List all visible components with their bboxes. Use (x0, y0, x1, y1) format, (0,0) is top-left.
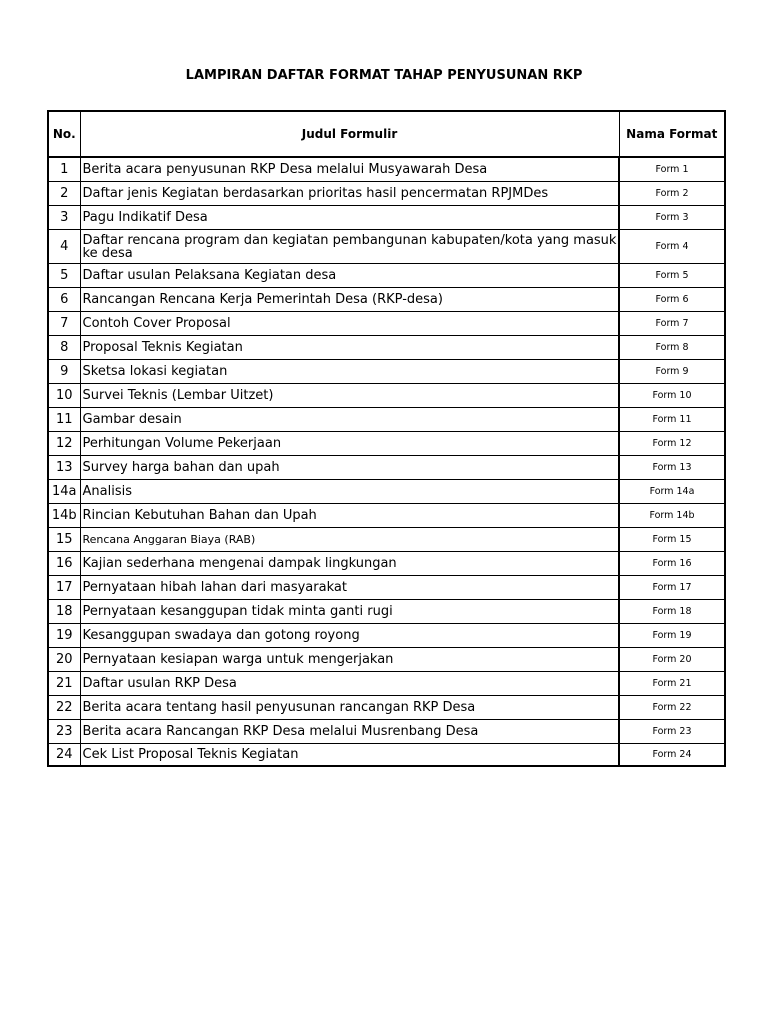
table-row (48, 432, 725, 456)
row-format-name: Form 13 (619, 456, 725, 480)
format-table (47, 110, 726, 767)
row-title: Survey harga bahan dan upah (80, 456, 619, 480)
row-title: Daftar usulan Pelaksana Kegiatan desa (80, 264, 619, 288)
table-row (48, 206, 725, 230)
table-row (48, 744, 725, 767)
row-format-name: Form 3 (619, 206, 725, 230)
row-title: Daftar rencana program dan kegiatan pembangunan kabupaten/kota yang masuk ke desa (80, 230, 619, 264)
row-title: Daftar usulan RKP Desa (80, 672, 619, 696)
row-format-name: Form 12 (619, 432, 725, 456)
row-title: Kajian sederhana mengenai dampak lingkungan (80, 552, 619, 576)
table-row (48, 624, 725, 648)
table-row (48, 336, 725, 360)
header-nama: Nama Format (619, 111, 725, 157)
table-row (48, 360, 725, 384)
row-format-name: Form 11 (619, 408, 725, 432)
header-judul: Judul Formulir (80, 111, 619, 157)
row-format-name: Form 22 (619, 696, 725, 720)
table-row (48, 672, 725, 696)
row-format-name: Form 24 (619, 744, 725, 767)
row-number: 9 (48, 360, 80, 384)
row-number: 7 (48, 312, 80, 336)
table-row (48, 384, 725, 408)
row-format-name: Form 9 (619, 360, 725, 384)
row-number: 20 (48, 648, 80, 672)
row-title: Berita acara Rancangan RKP Desa melalui Musrenbang Desa (80, 720, 619, 744)
table-row (48, 576, 725, 600)
row-number: 8 (48, 336, 80, 360)
row-title: Kesanggupan swadaya dan gotong royong (80, 624, 619, 648)
row-title: Gambar desain (80, 408, 619, 432)
row-number: 14b (48, 504, 80, 528)
row-format-name: Form 10 (619, 384, 725, 408)
row-title: Proposal Teknis Kegiatan (80, 336, 619, 360)
row-number: 12 (48, 432, 80, 456)
row-title: Daftar jenis Kegiatan berdasarkan prioritas hasil pencermatan RPJMDes (80, 182, 619, 206)
table-row (48, 408, 725, 432)
row-title: Pagu Indikatif Desa (80, 206, 619, 230)
row-number: 4 (48, 230, 80, 264)
table-row (48, 264, 725, 288)
row-format-name: Form 7 (619, 312, 725, 336)
table-row (48, 182, 725, 206)
row-title: Analisis (80, 480, 619, 504)
row-title: Pernyataan kesanggupan tidak minta ganti rugi (80, 600, 619, 624)
row-format-name: Form 5 (619, 264, 725, 288)
row-title: Pernyataan hibah lahan dari masyarakat (80, 576, 619, 600)
row-format-name: Form 18 (619, 600, 725, 624)
row-title: Berita acara tentang hasil penyusunan rancangan RKP Desa (80, 696, 619, 720)
row-title: Rincian Kebutuhan Bahan dan Upah (80, 504, 619, 528)
table-row (48, 230, 725, 264)
row-number: 19 (48, 624, 80, 648)
table-row (48, 720, 725, 744)
row-number: 24 (48, 744, 80, 767)
row-format-name: Form 6 (619, 288, 725, 312)
row-title: Rencana Anggaran Biaya (RAB) (80, 528, 619, 552)
row-title: Perhitungan Volume Pekerjaan (80, 432, 619, 456)
table-row (48, 157, 725, 182)
row-format-name: Form 21 (619, 672, 725, 696)
row-number: 13 (48, 456, 80, 480)
row-number: 18 (48, 600, 80, 624)
row-number: 15 (48, 528, 80, 552)
table-row (48, 480, 725, 504)
row-title: Berita acara penyusunan RKP Desa melalui Musyawarah Desa (80, 157, 619, 182)
row-number: 1 (48, 157, 80, 182)
table-row (48, 600, 725, 624)
row-number: 22 (48, 696, 80, 720)
row-number: 21 (48, 672, 80, 696)
row-format-name: Form 20 (619, 648, 725, 672)
table-row (48, 504, 725, 528)
row-title: Sketsa lokasi kegiatan (80, 360, 619, 384)
row-number: 3 (48, 206, 80, 230)
header-no: No. (48, 111, 80, 157)
page-title: LAMPIRAN DAFTAR FORMAT TAHAP PENYUSUNAN RKP (185, 68, 583, 83)
row-format-name: Form 4 (619, 230, 725, 264)
row-number: 23 (48, 720, 80, 744)
row-number: 17 (48, 576, 80, 600)
row-title: Pernyataan kesiapan warga untuk mengerjakan (80, 648, 619, 672)
row-format-name: Form 15 (619, 528, 725, 552)
row-format-name: Form 14a (619, 480, 725, 504)
table-row (48, 648, 725, 672)
row-format-name: Form 23 (619, 720, 725, 744)
row-number: 10 (48, 384, 80, 408)
row-format-name: Form 17 (619, 576, 725, 600)
table-row (48, 456, 725, 480)
row-number: 5 (48, 264, 80, 288)
row-format-name: Form 14b (619, 504, 725, 528)
row-number: 6 (48, 288, 80, 312)
row-number: 2 (48, 182, 80, 206)
row-format-name: Form 1 (619, 157, 725, 182)
row-title: Cek List Proposal Teknis Kegiatan (80, 744, 619, 767)
row-number: 16 (48, 552, 80, 576)
row-format-name: Form 8 (619, 336, 725, 360)
table-header-row (48, 111, 725, 157)
table-row (48, 288, 725, 312)
row-title: Contoh Cover Proposal (80, 312, 619, 336)
row-number: 14a (48, 480, 80, 504)
row-title: Survei Teknis (Lembar Uitzet) (80, 384, 619, 408)
table-row (48, 528, 725, 552)
row-title: Rancangan Rencana Kerja Pemerintah Desa (RKP-desa) (80, 288, 619, 312)
row-format-name: Form 2 (619, 182, 725, 206)
table-row (48, 312, 725, 336)
row-format-name: Form 19 (619, 624, 725, 648)
table-row (48, 696, 725, 720)
row-format-name: Form 16 (619, 552, 725, 576)
table-row (48, 552, 725, 576)
row-number: 11 (48, 408, 80, 432)
